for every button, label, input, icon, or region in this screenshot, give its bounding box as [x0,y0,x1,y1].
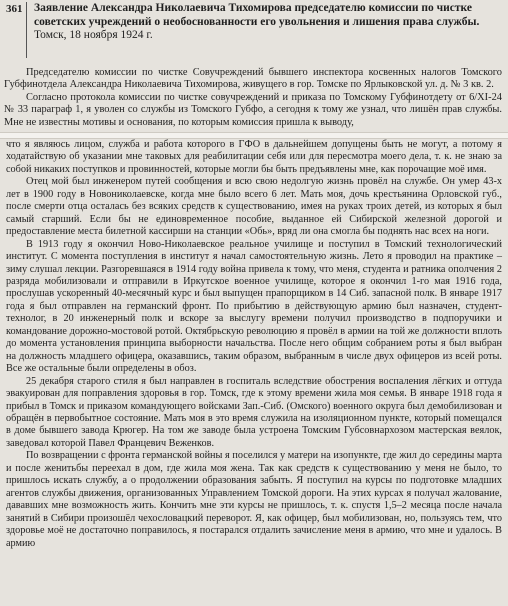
heading-rule [26,2,27,58]
body-paragraph: что я являюсь лицом, служба и работа которого в ГФО в дальнейшем допущены быть не могут, а потому я ходатайствую об указании мне таковых для реабилитации себя или для пересмотра моего дела, т. к. не знаю за собой никаких поступков и провинностей, которые могли бы быть предъявлены мне, как порочащие моё имя. [6,139,502,175]
body-paragraph: По возвращении с фронта германской войны я поселился у матери на изопункте, где жил до середины марта и после женитьбы переехал в дом, где жила моя жена. Так как средств к существованию у меня не было, то пришлось искать службу, а о продолжении образования забыть. Я поступил на курсы по подготовке младших агентов службы движения, организованных Управлением Томской дороги. На этих курсах я получал жалование, дававших мне возможность жить. Кончить мне эти курсы не пришлось, т. к. спустя 1,5–2 месяца после начала занятий в Сибири произошёл чехословацкий переворот. Я, как офицер, был мобилизован, но, пользуясь тем, что здоровье моё не достаточно поправилось, я постарался отдалить зачисление меня в армию, что мне и удалось. В армию [6,450,502,549]
document-heading [34,2,500,43]
scan-tear-line [0,132,508,139]
statement-body [6,139,502,550]
body-paragraph: Отец мой был инженером путей сообщения и всю свою недолгую жизнь провёл на службе. Он умер 43-х лет в 1900 году в Новониколаевске, когда мне было всего 6 лет. Мать моя, дочь крестьянина Орловской губ., после смерти отца осталась без всяких средств к существованию, имея на руках троих детей, из которых я был самый старший. Если бы не единовременное пособие, выданное ей Сибирской железной дорогой и предоставление места билетной кассирши на станции «Обь», вряд ли она смогла бы поднять нас всех на ноги. [6,176,502,238]
intro-paragraph: Председателю комиссии по чистке Совучреждений бывшего инспектора косвенных налогов Томского Губфинотдела Александра Николаевича Тихомирова, живущего в гор. Томске по Ярлыковской ул. д. № 3 кв. 2. [4,67,502,91]
addressee-block [4,67,502,129]
body-paragraph: 25 декабря старого стиля я был направлен в госпиталь вследствие обострения воспаления лёгких и оттуда эвакуирован для поправления здоровья в гор. Томск, где к этому времени жила моя семья. В январе 1918 года я прибыл в Томск и приказом командующего войсками Зап.-Сиб. (Омского) военного округа был демобилизован и обращён в первобытное состояние. Мать моя в это время служила на изоляционном пункте, который помещался в доме бывшего завода Крюгер. На том же заводе была устроена Томским Губсовнархозом мастерская веялок, заведовал которой Павел Францевич Веженков. [6,375,502,449]
page-number: 361 [6,3,23,15]
document-place-date: Томск, 18 ноября 1924 г. [34,29,153,41]
intro-paragraph: Согласно протокола комиссии по чистке совучреждений и приказа по Томскому Губфинотдету от 6/XI-24 № 33 параграф 1, я уволен со службы из Томского Губфо, а сегодня к тому же узнал, что лишён прав службы. Мне не известны мотивы и основания, по которым комиссия пришла к выводу, [4,91,502,128]
body-paragraph: В 1913 году я окончил Ново-Николаевское реальное училище и поступил в Томский технологический институт. С момента поступления в институт я начал самостоятельную жизнь. Лето я проводил на практике – зиму слушал лекции. Разгоревшаяся в 1914 году война привела к тому, что меня, студента и ратника ополчения 2 разряда мобилизовали и отправили в Иркутское военное училище, которое я окончил 1-го мая 1916 года, прослушав ускоренный 40-месячный курс и был выпущен прапорщиком в 14 Сиб. запасной полк. В январе 1917 года я был отправлен на германский фронт. По прибытию в действующую армию был назначен, студент-технолог, в 20 инженерный полк и вскоре за выслугу времени получил производство в подпоручики и командование дорожно-мостовой ротой. Октябрьскую революцию я провёл в армии на той же должности вплоть до момента установления принципа выборности начальства. После него общим собранием роты я был выбран на должность младшего офицера, оказавшись, таким образом, выбранным в числе двух офицеров из всей роты. Все же остальные были определены в обоз. [6,238,502,375]
document-title: Заявление Александра Николаевича Тихомирова председателю комиссии по чистке советских учреждений о необоснованности его увольнения и лишения права службы. [34,2,480,28]
